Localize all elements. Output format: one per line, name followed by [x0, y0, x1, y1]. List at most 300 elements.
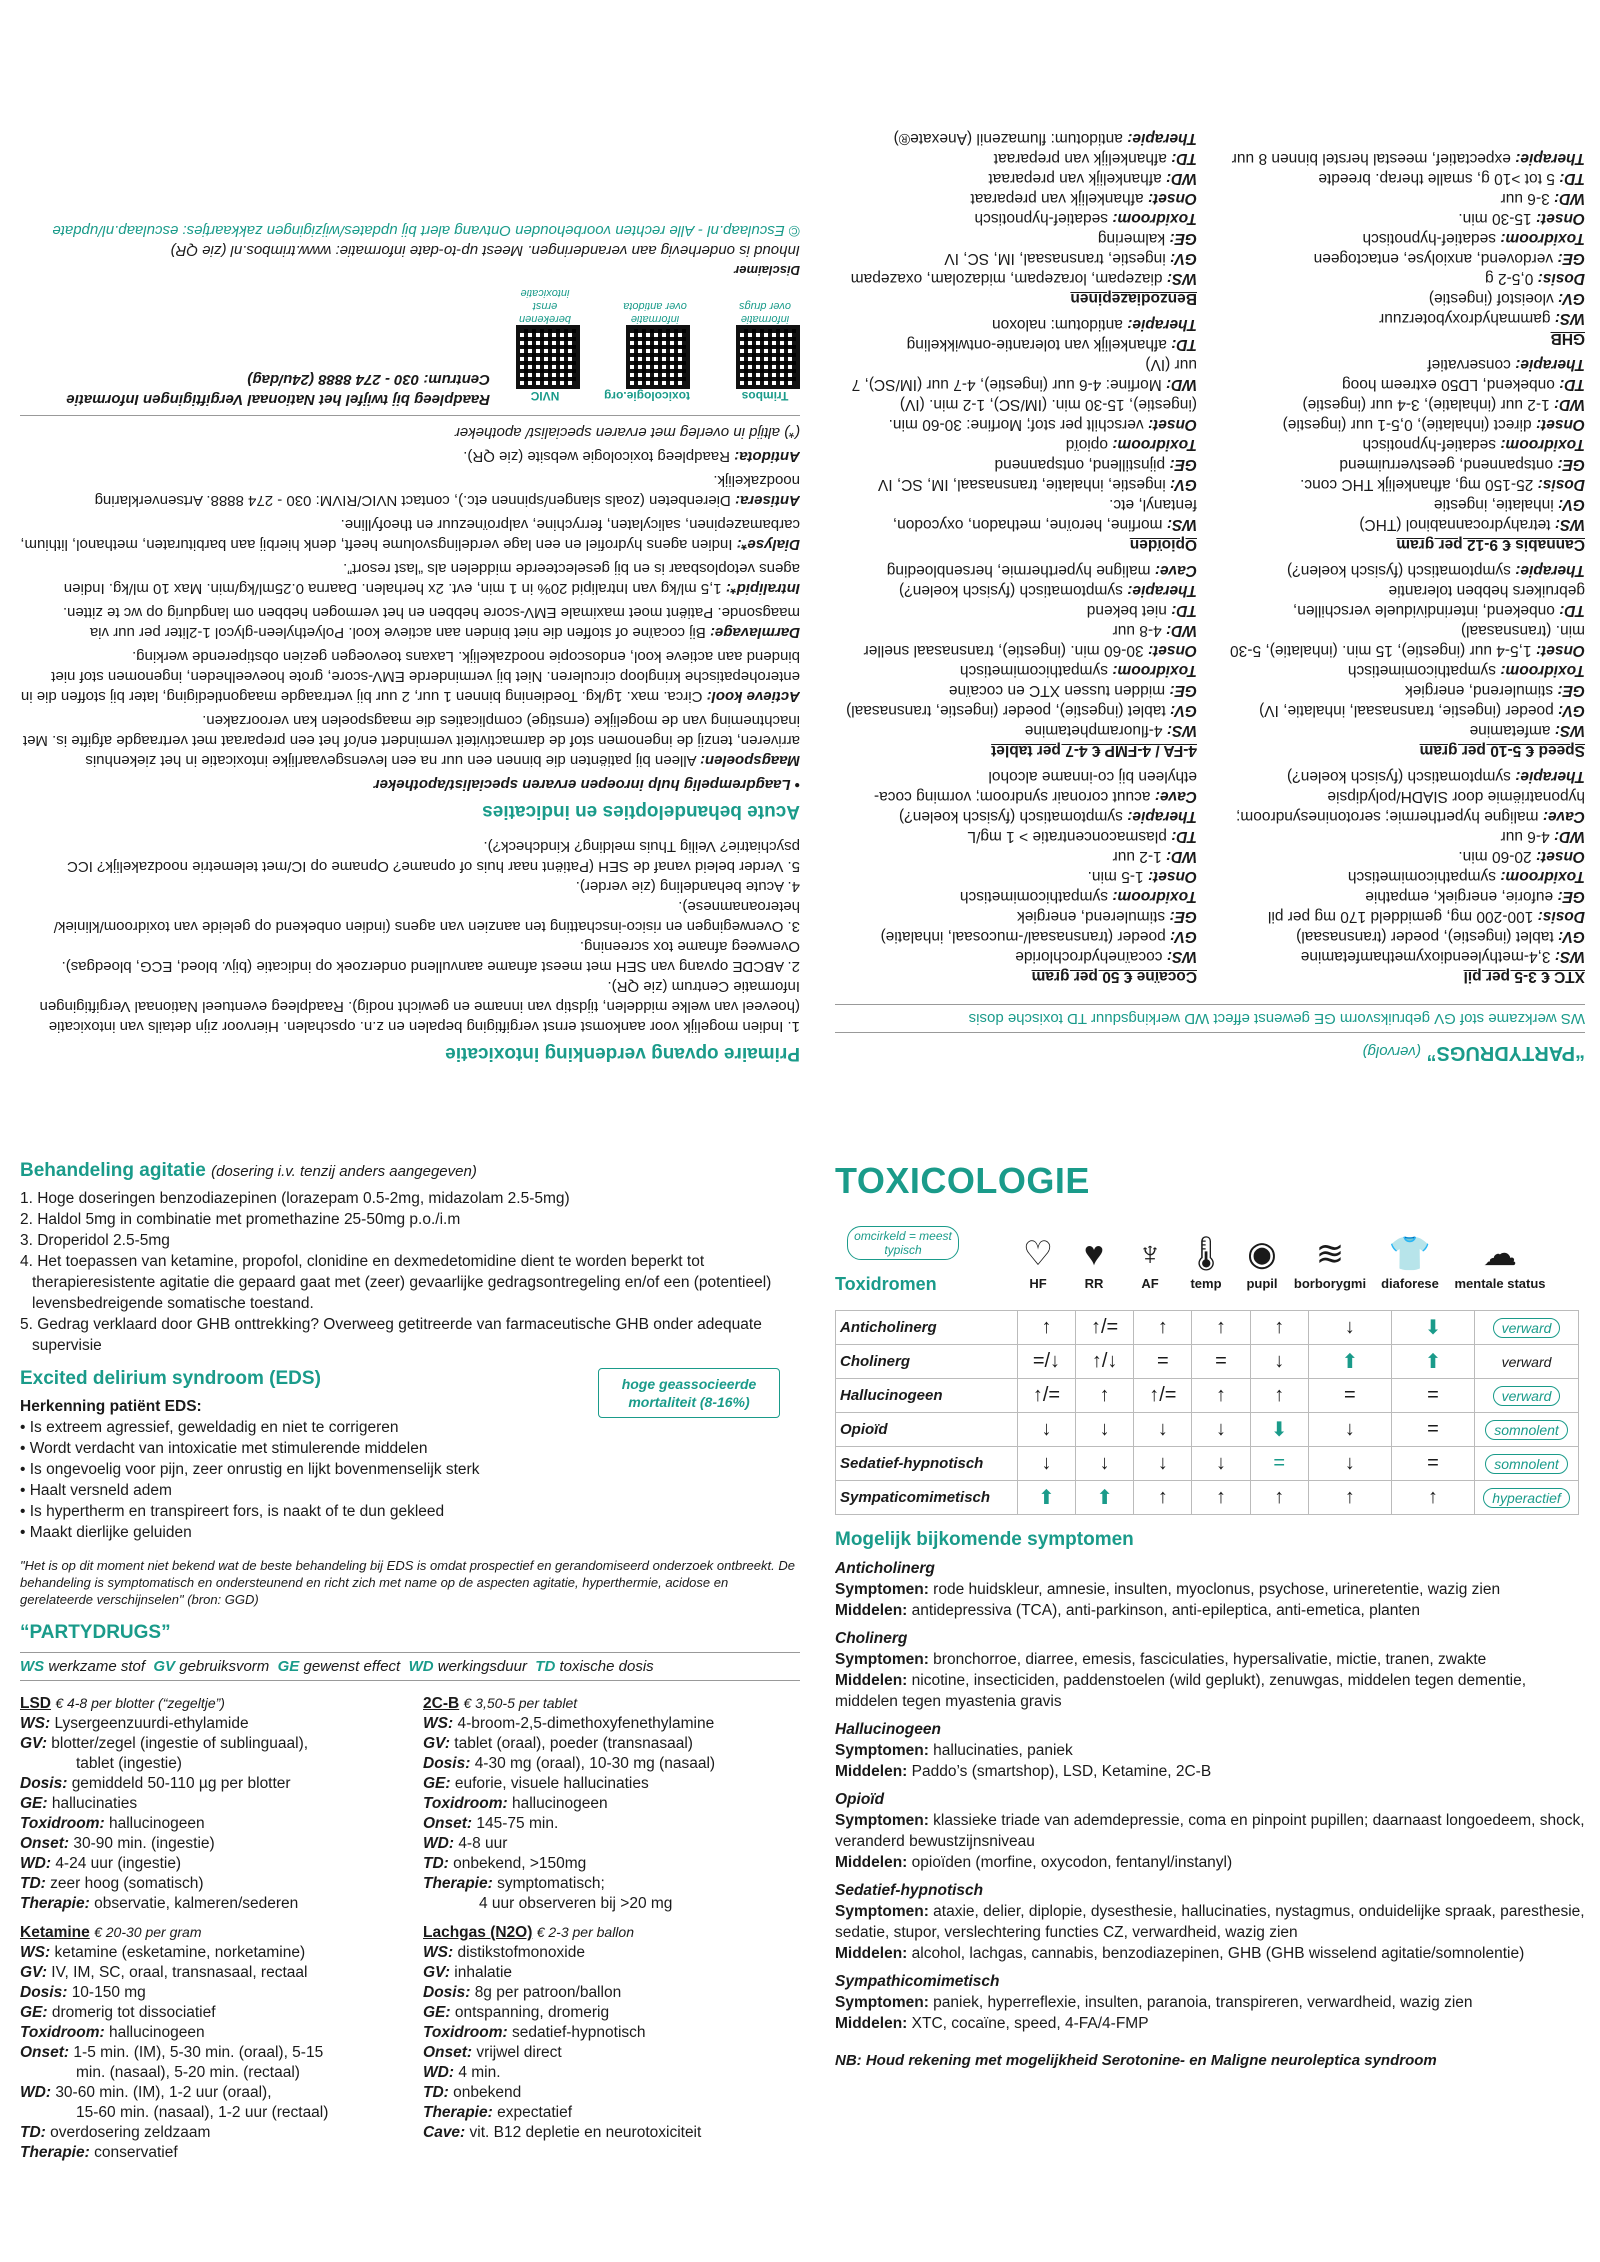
indicator-cell: ↑ [1134, 1481, 1192, 1515]
symptom-line: Symptomen: ataxie, delier, diplopie, dysesthesie, hallucinaties, nystagmus, onduidelijke spraak, paresthesie, sedatie, stupor, verslechtering functies CZ, verwardheid, wazig zien [835, 1903, 1585, 1941]
drug-line-key: TD: [1171, 828, 1197, 845]
agitatie-item: 4. Het toepassen van ketamine, propofol, clonidine en dexmedetomidine dient te worden beperkt tot therapieresistente agitatie die gepaard gaat met (zeer) gevaarlijke gedragsontregeling en/of een (potentieel) levensbedreigende somatische toestand. [20, 1253, 772, 1312]
symptom-group-title: Opioïd [835, 1791, 885, 1808]
table-row [836, 1447, 1579, 1481]
table-row [836, 1311, 1579, 1345]
symptom-line: Symptomen: hallucinaties, paniek [835, 1742, 1073, 1759]
legend [20, 1652, 800, 1681]
treatment-name: Intralipid*: [725, 580, 800, 597]
middelen-label: Middelen: [835, 1763, 908, 1780]
drug-line-key: Therapie: [1127, 808, 1197, 825]
symptoms-title: Mogelijk bijkomende symptomen [835, 1529, 1134, 1550]
drug-line-key: Toxidroom: [1500, 662, 1585, 679]
mental-status: verward [1493, 1318, 1561, 1338]
drug-line-value: symptomatisch; [497, 1875, 605, 1892]
drug-line [20, 2123, 397, 2143]
column-icons [1010, 1222, 1550, 1291]
drug-line: WD: Morfine: 4-6 uur (ingestie), 4-7 uur (IM/SC), 7 uur (IV) [851, 356, 1197, 393]
toxidrome-name: Sympaticomimetisch [836, 1481, 1018, 1515]
treatment-paragraph: Dialyse*: Indien agens hydrofiel en een lage verdelingsvolume heeft, denk hierbij aan barbituraten, methanol, lithium, carbamazepinen, salicylaten, ferrychine, valproïnezuur en theofylline. [20, 516, 800, 553]
drug-line: WS: gammahydroxyboterzuur [1379, 310, 1585, 327]
drug-line: Therapie: symptomatisch (fysisch koelen?) [898, 582, 1197, 599]
drug-line-key: Dosis: [20, 1775, 68, 1792]
drug-line-value: Lysergeenzuurdi-ethylamide [54, 1715, 249, 1732]
drug-line-key: Therapie: [1515, 562, 1585, 579]
drug-line: Onset: 1-5 min. [1087, 868, 1197, 885]
primary-steps-list [20, 836, 800, 1036]
primary-step: 3. Overwegingen en risico-inschatting ten aanzien van agens (indien onbekend op geleide van toxidroom/kliniek/ heteroanamnese). [53, 898, 800, 935]
drug-line [20, 2063, 397, 2083]
drug-line: Toxidroom: sedatief-hypnotisch [1362, 436, 1585, 453]
drug-line: Toxidroom: sedatief-hypnotisch [974, 210, 1197, 227]
primary-step: 2. ABCDE opvang van SEH met meest afname aanvullend onderzoek op indicatie (bijv. bloed, ECG, bloedgas). Overweeg afname tox screening. [61, 938, 800, 975]
legend-td-text: toxische dosis [559, 1658, 654, 1675]
drug-line-key: TD: [1171, 336, 1197, 353]
drug-block [20, 1922, 397, 2163]
column-label: RR [1084, 1276, 1104, 1291]
agitatie-item: 1. Hoge doseringen benzodiazepinen (lorazepam 0.5-2mg, midazolam 2.5-5mg) [20, 1190, 570, 1207]
drug-line-key: Therapie: [1127, 130, 1197, 147]
indicator-cell: = [1192, 1345, 1250, 1379]
drug-line-key: GV: [1558, 290, 1585, 307]
drug-line-key: WD: [1166, 848, 1197, 865]
drug-line-value: overdosering zeldzaam [50, 2124, 211, 2141]
toxidrome-name: Opioïd [836, 1413, 1018, 1447]
drug-line [423, 1774, 800, 1794]
qr-code-item [510, 286, 580, 403]
drug-line-key: TD: [423, 2084, 449, 2101]
agitatie-item: 3. Droperidol 2.5-5mg [20, 1232, 170, 1249]
drug-line [20, 1774, 397, 1794]
drug-line [423, 1734, 800, 1754]
primary-step: 4. Acute behandeling (zie verder). [575, 878, 800, 895]
drug-line-key: Onset: [423, 2044, 473, 2061]
drug-line [423, 1894, 800, 1914]
treatment-paragraph: Antidota: Raadpleeg toxicologie website (zie QR). [463, 448, 800, 465]
eds-item: • Is extreem agressief, geweldadig en niet te corrigeren [20, 1417, 800, 1438]
treatment-name: Maagspoelen: [699, 752, 800, 769]
drug-name: 2C-B [423, 1695, 460, 1712]
drug-line: Therapie: symptomatisch (fysisch koelen?) [1286, 768, 1585, 785]
drug-line-key: GE: [20, 1795, 48, 1812]
drug-line-value: tablet (oraal), poeder (transnasaal) [454, 1735, 693, 1752]
drug-line-key: WS: [1166, 948, 1197, 965]
drug-line [20, 1834, 397, 1854]
indicator-cell: ↓ [1134, 1447, 1192, 1481]
symptom-line: Symptomen: bronchorroe, diarree, emesis, fasciculaties, hypersalivatie, mictie, tranen, zwakte [835, 1651, 1487, 1668]
column-header [1290, 1222, 1370, 1291]
drug-line-value: 4-24 uur (ingestie) [55, 1855, 182, 1872]
drug-line-value: 8g per patroon/ballon [474, 1984, 622, 2001]
drug-line-key: WS: [1166, 722, 1197, 739]
middelen-label: Middelen: [835, 1672, 908, 1689]
symptom-group-title: Cholinerg [835, 1630, 908, 1647]
table-row [836, 1413, 1579, 1447]
drug-line: Onset: direct (inhalatie), 0,5-1 uur (ingestie) [1282, 416, 1585, 433]
drug-line: Onset: 30-60 min. (ingestie), transnasaal sneller [863, 642, 1197, 659]
drug-line-key: Therapie: [1127, 316, 1197, 333]
drug-line: TD: afhankelijk van tolerantie-ontwikkeling [906, 336, 1197, 353]
drug-line-key: Cave: [1154, 788, 1197, 805]
mental-status-cell [1475, 1447, 1579, 1481]
drug-line: GV: ingestie, inhalatie, transnasaal, IM, SC, IV [877, 476, 1197, 493]
legend-continued: WS werkzame stof GV gebruiksvorm GE gewenst effect WD werkingsduur TD toxische dosis [835, 1004, 1585, 1033]
symptom-line: Symptomen: klassieke triade van ademdepressie, coma en pinpoint pupillen; daarnaast longoedeem, shock, veranderd bewustzijnsniveau [835, 1812, 1585, 1850]
drug-line: Toxidroom: sympathicomimetisch [959, 662, 1197, 679]
drug-line-key: GV: [20, 1964, 47, 1981]
drug-line: TD: niet bekend [1086, 602, 1197, 619]
eds-title: Excited delirium syndroom (EDS) [20, 1368, 321, 1389]
treatment-paragraph: Actieve kool: Circa. max. 1g/kg. Toediening binnen 1 uur, 2 uur bij vertraagde maagontlediging, later bij stoffen die in enterohepatische kringloop circuleren. Niet bij verminderde EMV-score, grote hoeveelheden, ingenomen stof niet bindend aan actieve kool, endoscopie noodzakelijk. Laxans toevoegen gezien obstiperende werking. [20, 648, 800, 705]
drug-name: LSD [20, 1695, 51, 1712]
agitatie-item: 5. Gedrag verklaard door GHB onttrekking? Overweeg getitreerde van farmaceutische GHB onder adequate supervisie [20, 1316, 762, 1354]
treatment-name: Dialyse*: [736, 536, 800, 553]
symptom-group-title: Sedatief-hypnotisch [835, 1882, 984, 1899]
nvic-contact: Raadpleeg bij twijfel het Nationaal Vergiftigingen Informatie Centrum: 030 - 274 8888 (24u/dag) [66, 371, 490, 408]
legend-gv-text: gebruiksvorm [179, 1658, 270, 1675]
drug-line-key: Toxidroom: [423, 1795, 508, 1812]
drug-line: Therapie: expectatief, meestal herstel binnen 8 uur [1231, 150, 1585, 167]
treatment-name: Antisera: [734, 492, 800, 509]
drug-title: Opioïden [1129, 536, 1197, 553]
drug-line [423, 2123, 800, 2143]
eds-item: • Is hypertherm en transpireert fors, is naakt of te dun gekleed [20, 1501, 800, 1522]
drug-line-value: tablet (ingestie) [76, 1755, 182, 1772]
indicator-cell: = [1308, 1379, 1391, 1413]
heart-rate-icon: ♡ [1022, 1235, 1054, 1273]
drug-line-key: WD: [423, 1835, 454, 1852]
drug-line-key: Toxidroom: [1112, 436, 1197, 453]
primary-step: 1. Indien mogelijk voor aankomst ernst vergiftiging bepalen en z.n. opschalen. Hiervoor zijn details van intoxicatie (hoeveel van welke middelen, tijdstip van inname en gewicht nodig). Raadpleeg eventueel Nationaal Vergiftigingen Informatie Centrum (zie QR). [39, 978, 800, 1035]
drug-line: Cave: maligne hyperthermie; serotoninesyndroom; hyponatriëmie door SIADH/polydipsie [1236, 788, 1585, 825]
drug-line: Onset: verschilt per stof; Morfine: 30-60 min. (ingestie), 15-30 min. (IM/SC), 1-2 min. (IV) [888, 396, 1197, 433]
drug-line [423, 1714, 800, 1734]
drug-line: WD: afhankelijk van preparaat [988, 170, 1197, 187]
drug-line-key: WS: [423, 1715, 454, 1732]
drug-line-key: WD: [1554, 190, 1585, 207]
drug-line: Onset: afhankelijk van preparaat [970, 190, 1197, 207]
mental-status-cell [1475, 1379, 1579, 1413]
drug-line-key: Dosis: [20, 1984, 68, 2001]
drug-line-key: GE: [1169, 456, 1197, 473]
drug-line: TD: 5 tot >10 g, smalle therap. breedte [1318, 170, 1585, 187]
drug-line: Onset: 20-60 min. [1458, 848, 1585, 865]
drug-line-key: Therapie: [1515, 150, 1585, 167]
indicator-cell: ↓ [1250, 1345, 1308, 1379]
drug-line-key: GV: [423, 1964, 450, 1981]
mental-status-cell [1475, 1413, 1579, 1447]
indicator-cell: ↑ [1017, 1311, 1075, 1345]
bottom-right-panel [835, 1160, 1585, 2255]
drug-line-key: Toxidroom: [1112, 210, 1197, 227]
toxidrome-name: Sedatief-hypnotisch [836, 1447, 1018, 1481]
indicator-cell: ⬆ [1308, 1345, 1391, 1379]
indicator-cell: = [1134, 1345, 1192, 1379]
qr-code-image [626, 325, 690, 389]
drug-line: Therapie: symptomatisch (fysisch koelen?) [1286, 562, 1585, 579]
drug-line-value: min. (nasaal), 5-20 min. (rectaal) [76, 2064, 300, 2081]
drug-line [423, 1834, 800, 1854]
drug-line-key: GE: [1557, 250, 1585, 267]
drug-title: Speed € 5-10 per gram [1419, 742, 1585, 759]
disclaimer-title: Disclaimer [734, 263, 800, 278]
drug-price: € 4-8 per blotter (“zegeltje”) [55, 1695, 225, 1711]
indicator-cell: ↑/= [1076, 1311, 1134, 1345]
drug-title: Benzodiazepinen [1070, 290, 1197, 307]
indicator-cell: ↑ [1192, 1481, 1250, 1515]
drug-line-value: vrijwel direct [476, 2044, 562, 2061]
drug-line [423, 1963, 800, 1983]
column-label: pupil [1246, 1276, 1278, 1291]
drug-line-key: GV: [20, 1735, 47, 1752]
drug-line [423, 2023, 800, 2043]
drug-line-key: Onset: [1147, 642, 1197, 659]
indicator-cell: = [1391, 1379, 1474, 1413]
intestine-icon: ≋ [1315, 1235, 1345, 1273]
symptomen-label: Symptomen: [835, 1812, 929, 1829]
drug-line-key: TD: [1559, 170, 1585, 187]
drug-line-key: GV: [1558, 702, 1585, 719]
middelen-line: Middelen: opioïden (morfine, oxycodon, fentanyl/instanyl) [835, 1854, 1233, 1871]
drug-line-value: gemiddeld 50-110 µg per blotter [71, 1775, 291, 1792]
indicator-cell: ↓ [1076, 1413, 1134, 1447]
drug-name: Ketamine [20, 1924, 90, 1941]
drug-line-key: TD: [20, 2124, 46, 2141]
treatment-name: Antidota: [734, 448, 800, 465]
drug-line: GV: tablet (ingestie), poeder (ingestie, transnasaal) [846, 702, 1197, 719]
indicator-cell: ↑ [1250, 1379, 1308, 1413]
drug-line-value: 4-8 uur [458, 1835, 508, 1852]
drug-line-key: WD: [20, 1855, 51, 1872]
drug-line: Toxidroom: sympathicomimetisch [1347, 868, 1585, 885]
drug-line-key: Cave: [1154, 562, 1197, 579]
top-left-panel [20, 12, 800, 1072]
mental-status-cell [1475, 1481, 1579, 1515]
mental-status: verward [1501, 1353, 1552, 1370]
drug-title: Cocaïne € 50 per gram [1031, 968, 1197, 985]
drug-line-value: zeer hoog (somatisch) [50, 1875, 204, 1892]
drug-line-key: WD: [1166, 376, 1197, 393]
indicator-cell: ↑ [1192, 1311, 1250, 1345]
indicator-cell: ↓ [1076, 1447, 1134, 1481]
drug-line: WS: 4-fluoramphetamine [1024, 722, 1197, 739]
drug-line: GV: poeder (transnasaal/-mucosaal, inhalatie) [880, 928, 1197, 945]
drug-price: € 20-30 per gram [94, 1924, 202, 1940]
drug-line: Toxidroom: sympathicomimetisch [1347, 662, 1585, 679]
drug-line: Onset: 15-30 min. [1458, 210, 1585, 227]
drug-line-key: Therapie: [423, 1875, 493, 1892]
drug-line [423, 1754, 800, 1774]
column-label: HF [1029, 1276, 1047, 1291]
section-title-primary-care: Primaire opvang verdenking intoxicatie [445, 1043, 800, 1064]
drug-line-key: GV: [1170, 476, 1197, 493]
drug-line-key: Toxidroom: [20, 1815, 105, 1832]
legend-gv: GV [153, 1658, 176, 1675]
drug-line [20, 2003, 397, 2023]
column-header [1370, 1222, 1450, 1291]
eds-list [20, 1417, 800, 1543]
drug-line-key: GE: [1557, 456, 1585, 473]
drug-name: Lachgas (N2O) [423, 1924, 533, 1941]
section-title-acute-options: Acute behandelopties en indicaties [482, 801, 800, 822]
indicator-cell: ↓ [1017, 1447, 1075, 1481]
drug-line-key: Therapie: [423, 2104, 493, 2121]
drug-line-key: Onset: [20, 1835, 70, 1852]
drug-line-key: WS: [1554, 310, 1585, 327]
drug-line-key: Toxidroom: [1500, 230, 1585, 247]
qr-codes [510, 286, 800, 403]
eye-icon: ◉ [1247, 1235, 1277, 1273]
drug-line-key: Onset: [1535, 210, 1585, 227]
indicator-cell: ⬆ [1017, 1481, 1075, 1515]
legend-ws: WS [20, 1658, 45, 1675]
drug-line-value: inhalatie [454, 1964, 513, 1981]
drug-line-key: GE: [20, 2004, 48, 2021]
indicator-cell: ↓ [1134, 1413, 1192, 1447]
drug-line [423, 1854, 800, 1874]
symptom-group-title: Sympathicomimetisch [835, 1973, 1000, 1990]
symptomen-label: Symptomen: [835, 1903, 929, 1920]
drug-title: 4-FA / 4-FMP € 4-7 per tablet [991, 742, 1197, 759]
symptom-group-title: Anticholinerg [835, 1560, 935, 1577]
drug-line: GE: kalmering [1097, 230, 1197, 247]
qr-title: Trimbos [741, 389, 789, 403]
drug-line-key: Cave: [423, 2124, 466, 2141]
drug-line [20, 1754, 397, 1774]
drug-line-value: dromerig tot dissociatief [51, 2004, 216, 2021]
qr-code-item [730, 286, 800, 403]
toxidromen-title: Toxidromen [835, 1274, 937, 1294]
treatment-paragraph: Intralipid*: 1,5 ml/kg van Intralipid 20% in 1 min, evt. 2x herhalen. Daarna 0.25ml/kg/min. Max 10 ml/kg. Indien agens vetoplosbaar is en bij geselecteerde middelen als “last resort”. [63, 560, 800, 597]
legend-td: TD [535, 1658, 556, 1675]
drug-line-key: Dosis: [423, 1755, 471, 1772]
column-header [1066, 1222, 1122, 1291]
drug-line-key: WD: [20, 2084, 51, 2101]
drug-line [20, 1814, 397, 1834]
indicator-cell: ↓ [1308, 1447, 1391, 1481]
drug-line-value: distikstofmonoxide [457, 1944, 585, 1961]
drug-line [20, 1734, 397, 1754]
drug-line: WS: tetrahydrocannabinol (THC) [1359, 516, 1585, 533]
drug-line-key: Therapie: [1127, 582, 1197, 599]
drug-line: GE: midden tussen XTC en cocaïne [948, 682, 1197, 699]
qr-code-image [516, 325, 580, 389]
drug-line-key: TD: [20, 1875, 46, 1892]
drug-line: Dosis: 0,5-2 g [1485, 270, 1585, 287]
eds-quote: "Het is op dit moment niet bekend wat de beste behandeling bij EDS is omdat prospectief en gerandomiseerd onderzoek ontbreekt. De behandeling is symptomatisch en ondersteunend en richt zich met name op de aspecten agitatie, hyperthermie, acidose en gerelateerde verschijnselen" (bron: GGD) [20, 1558, 795, 1607]
indicator-cell: ↑/↓ [1076, 1345, 1134, 1379]
mental-status: somnolent [1485, 1454, 1568, 1474]
partydrugs-title: “PARTYDRUGS” [20, 1622, 171, 1643]
column-header [1010, 1222, 1066, 1291]
drug-title: GHB [1550, 330, 1585, 347]
qr-subtitle: informatie over drugs [739, 300, 791, 325]
indicator-cell: ↓ [1017, 1413, 1075, 1447]
drug-line-key: Toxidroom: [1112, 888, 1197, 905]
middelen-line: Middelen: nicotine, insecticiden, paddenstoelen (wild geplukt), zenuwgas, middelen tegen dementie, middelen tegen myastenia gravis [835, 1672, 1527, 1710]
drug-line [423, 1943, 800, 1963]
symptom-group-title: Hallucinogeen [835, 1721, 941, 1738]
drug-line-value: hallucinogeen [511, 1795, 608, 1812]
legend-ge-text: gewenst effect [303, 1658, 401, 1675]
drug-line-key: Toxidroom: [20, 2024, 105, 2041]
legend-wd-text: werkingsduur [437, 1658, 527, 1675]
drug-line-key: WS: [20, 1715, 51, 1732]
drug-line: WS: diazepam, lorazepam, midazolam, oxazepam [850, 270, 1197, 287]
drug-line-key: TD: [1559, 376, 1585, 393]
indicator-cell: =/↓ [1017, 1345, 1075, 1379]
drug-line-key: GE: [1557, 888, 1585, 905]
drug-line: TD: onbekend, LD50 extreem hoog [1342, 376, 1585, 393]
drug-line-key: WS: [1166, 270, 1197, 287]
eds-item: • Haalt versneld adem [20, 1480, 800, 1501]
drug-line-key: GV: [423, 1735, 450, 1752]
drugs-column-left [20, 1693, 397, 2171]
column-label: AF [1141, 1276, 1159, 1291]
qr-title: NVIC [530, 389, 560, 403]
drug-line [423, 2043, 800, 2063]
drug-line-value: 1-5 min. (IM), 5-30 min. (oraal), 5-15 [73, 2044, 324, 2061]
drug-line-key: WS: [1554, 722, 1585, 739]
drug-line-key: Therapie: [1515, 768, 1585, 785]
drug-line [20, 1894, 397, 1914]
drug-line: Toxidroom: opioïd [1065, 436, 1197, 453]
toxidrome-name: Cholinerg [836, 1345, 1018, 1379]
indicator-cell: ⬆ [1076, 1481, 1134, 1515]
drug-line-value: 10-150 mg [71, 1984, 146, 2001]
drug-line-value: sedatief-hypnotisch [511, 2024, 646, 2041]
symptomen-label: Symptomen: [835, 1581, 929, 1598]
table-row [836, 1345, 1579, 1379]
drug-line: WD: 1-2 uur (inhalatie), 3-4 uur (ingestie) [1302, 396, 1585, 413]
drug-line-key: Therapie: [20, 1895, 90, 1912]
drugs-column-left [1223, 128, 1585, 992]
drug-line-key: TD: [423, 1855, 449, 1872]
drug-block [423, 1922, 800, 2143]
toxidrome-name: Anticholinerg [836, 1311, 1018, 1345]
qr-code-image [736, 325, 800, 389]
drug-line: Cave: maligne hyperthermie, hersenbloeding [886, 562, 1197, 579]
column-header [1178, 1222, 1234, 1291]
middelen-line: Middelen: antidepressiva (TCA), anti-parkinson, anti-epileptica, anti-emetica, planten [835, 1602, 1420, 1619]
drug-line-value: onbekend, >150mg [453, 1855, 587, 1872]
drug-line: GV: tablet (ingestie), poeder (transnasaal) [1296, 928, 1585, 945]
qr-subtitle: informatie over antidota [623, 300, 687, 325]
column-header [1234, 1222, 1290, 1291]
nb-note: NB: Houd rekening met mogelijkheid Serotonine- en Maligne neuroleptica syndroom [835, 2052, 1437, 2069]
symptomen-label: Symptomen: [835, 1651, 929, 1668]
treatment-paragraph: Maagspoelen: Alleen bij patiënten die binnen een uur na een levensgevaarlijke intoxicatie in het ziekenhuis arriveren, tenzij de ingenomen stof de darmactiviteit vermindert en/of het een preparaat met vertraagde afgifte is. Met inachtneming van de mogelijke (ernstige) complicaties die maagspoelen kan veroorzaken. [22, 712, 800, 769]
drug-line-key: TD: [1171, 602, 1197, 619]
toxidromes-table [835, 1310, 1579, 1515]
drug-line [423, 1874, 800, 1894]
bottom-left-panel [20, 1160, 800, 2255]
drug-line-key: Dosis: [1537, 270, 1585, 287]
drug-line [20, 2143, 397, 2163]
indicator-cell: = [1250, 1447, 1308, 1481]
drug-line: GV: ingestie, transnasaal, IM, SC, IV [944, 250, 1197, 267]
drug-line-value: hallucinogeen [108, 1815, 205, 1832]
column-label: temp [1190, 1276, 1222, 1291]
drug-line [20, 1874, 397, 1894]
drug-line-key: Toxidroom: [1112, 662, 1197, 679]
mental-status-cell [1475, 1345, 1579, 1379]
drug-line: GV: poeder (ingestie, transnasaal, inhalatie, IV) [1259, 702, 1585, 719]
column-label: borborygmi [1293, 1276, 1367, 1291]
drug-line-key: WS: [1554, 516, 1585, 533]
drug-line: Therapie: antidotum: naloxon [991, 316, 1197, 333]
drug-line [423, 1814, 800, 1834]
